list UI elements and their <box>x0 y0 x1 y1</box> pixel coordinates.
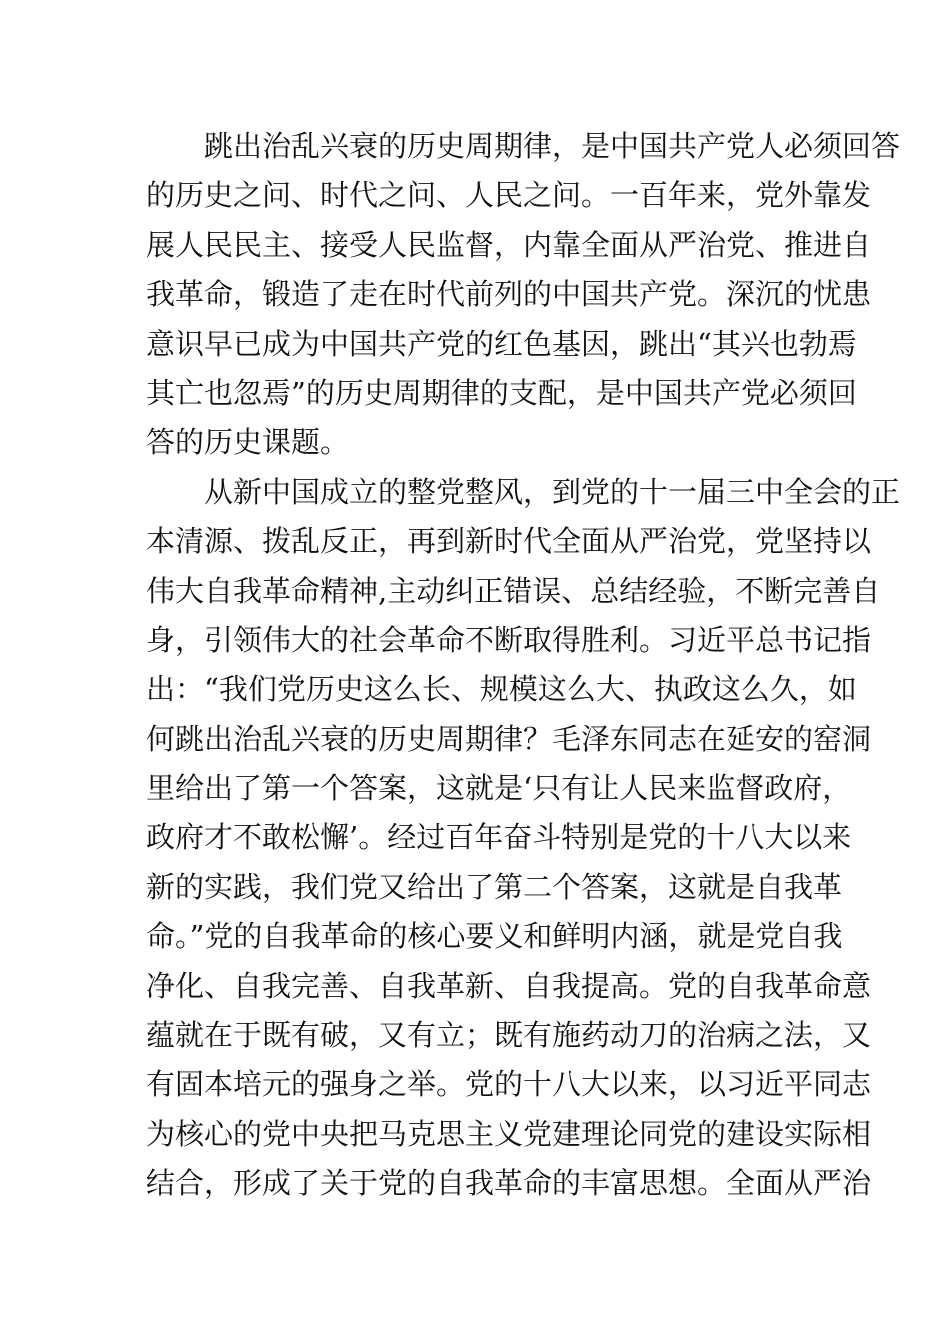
text-line: 蕴就在于既有破，又有立；既有施药动刀的治病之法，又 <box>146 1018 872 1053</box>
text-line: 从新中国成立的整党整风，到党的十一届三中全会的正 <box>204 474 901 509</box>
paragraph-2 <box>146 468 901 1209</box>
paragraph-1 <box>146 122 901 468</box>
text-line: 伟大自我革命精神,主动纠正错误、总结经验，不断完善自 <box>146 573 881 608</box>
text-line: 政府才不敢松懈’。经过百年奋斗特别是党的十八大以来 <box>146 820 852 855</box>
text-line: 身，引领伟大的社会革命不断取得胜利。习近平总书记指 <box>146 622 872 657</box>
text-line: 跳出治乱兴衰的历史周期律，是中国共产党人必须回答 <box>204 129 901 163</box>
text-line: 答的历史课题。 <box>146 425 350 460</box>
text-line: 结合，形成了关于党的自我革命的丰富思想。全面从严治 <box>146 1166 872 1201</box>
text-line: 何跳出治乱兴衰的历史周期律？毛泽东同志在延安的窑洞 <box>146 721 872 756</box>
text-line: 新的实践，我们党又给出了第二个答案，这就是自我革 <box>146 869 843 904</box>
text-line: 里给出了第一个答案，这就是‘只有让人民来监督政府， <box>146 771 852 806</box>
text-line: 的历史之问、时代之问、人民之问。一百年来，党外靠发 <box>146 178 872 213</box>
text-line: 本清源、拨乱反正，再到新时代全面从严治党，党坚持以 <box>146 524 872 559</box>
text-line: 净化、自我完善、自我革新、自我提高。党的自我革命意 <box>146 968 872 1003</box>
text-line: 其亡也忽焉”的历史周期律的支配，是中国共产党必须回 <box>146 375 857 410</box>
text-line: 出：“我们党历史这么长、规模这么大、执政这么久，如 <box>146 672 857 707</box>
text-line: 有固本培元的强身之举。党的十八大以来，以习近平同志 <box>146 1067 872 1102</box>
text-line: 为核心的党中央把马克思主义党建理论同党的建设实际相 <box>146 1116 872 1151</box>
text-line: 命。”党的自我革命的核心要义和鲜明内涵，就是党自我 <box>146 919 843 954</box>
text-line: 意识早已成为中国共产党的红色基因，跳出“其兴也勃焉 <box>146 326 857 361</box>
text-line: 展人民民主、接受人民监督，内靠全面从严治党、推进自 <box>146 227 872 262</box>
document-body <box>146 122 901 1209</box>
text-line: 我革命，锻造了走在时代前列的中国共产党。深沉的忧患 <box>146 277 872 312</box>
